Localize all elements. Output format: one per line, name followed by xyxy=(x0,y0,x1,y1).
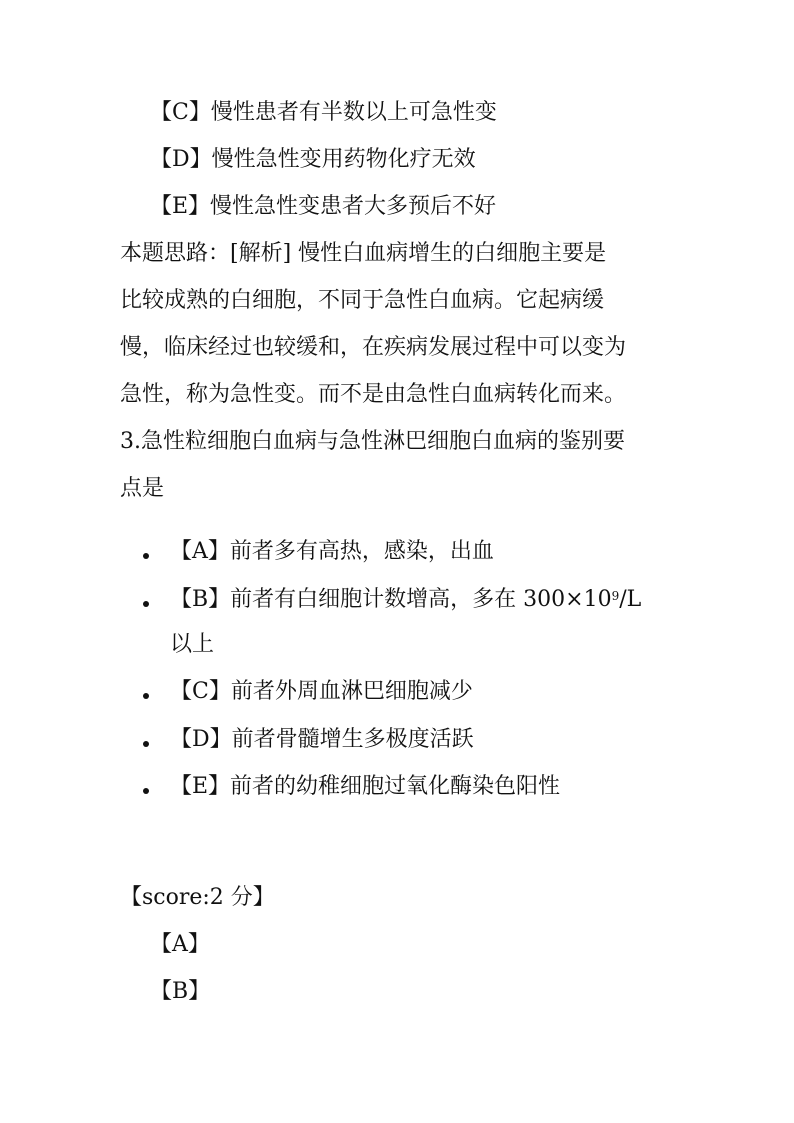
question-option-b-continued: 以上 xyxy=(170,632,215,657)
question-text: 3.急性粒细胞白血病与急性淋巴细胞白血病的鉴别要 xyxy=(120,429,625,454)
bullet-icon xyxy=(143,741,149,747)
question-option-c: 【C】前者外周血淋巴细胞减少 xyxy=(170,679,473,704)
question-option-b xyxy=(170,585,641,615)
option-b-exponent: 9 xyxy=(611,589,620,603)
bullet-icon xyxy=(143,601,149,607)
explanation-line: 本题思路：[解析] 慢性白血病增生的白细胞主要是 xyxy=(120,241,607,266)
bullet-icon xyxy=(143,788,149,794)
explanation-line: 慢，临床经过也较缓和，在疾病发展过程中可以变为 xyxy=(120,335,627,360)
previous-option-d: 【D】慢性急性变用药物化疗无效 xyxy=(150,147,476,172)
option-b-unit: /L xyxy=(619,587,642,612)
explanation-line: 比较成熟的白细胞，不同于急性白血病。它起病缓 xyxy=(120,288,605,313)
question-option-e: 【E】前者的幼稚细胞过氧化酶染色阳性 xyxy=(170,774,561,799)
previous-option-c: 【C】慢性患者有半数以上可急性变 xyxy=(150,100,497,125)
explanation-line: 急性，称为急性变。而不是由急性白血病转化而来。 xyxy=(120,382,627,407)
answer-option-a: 【A】 xyxy=(150,932,210,957)
option-b-text: 【B】前者有白细胞计数增高，多在 300×10 xyxy=(170,587,612,612)
previous-option-e: 【E】慢性急性变患者大多预后不好 xyxy=(150,194,497,219)
bullet-icon xyxy=(143,693,149,699)
question-option-d: 【D】前者骨髓增生多极度活跃 xyxy=(170,727,474,752)
answer-option-b: 【B】 xyxy=(150,979,211,1004)
score-label: 【score:2 分】 xyxy=(120,885,275,910)
bullet-icon xyxy=(143,553,149,559)
question-text: 点是 xyxy=(120,476,165,501)
question-option-a: 【A】前者多有高热，感染，出血 xyxy=(170,539,494,564)
